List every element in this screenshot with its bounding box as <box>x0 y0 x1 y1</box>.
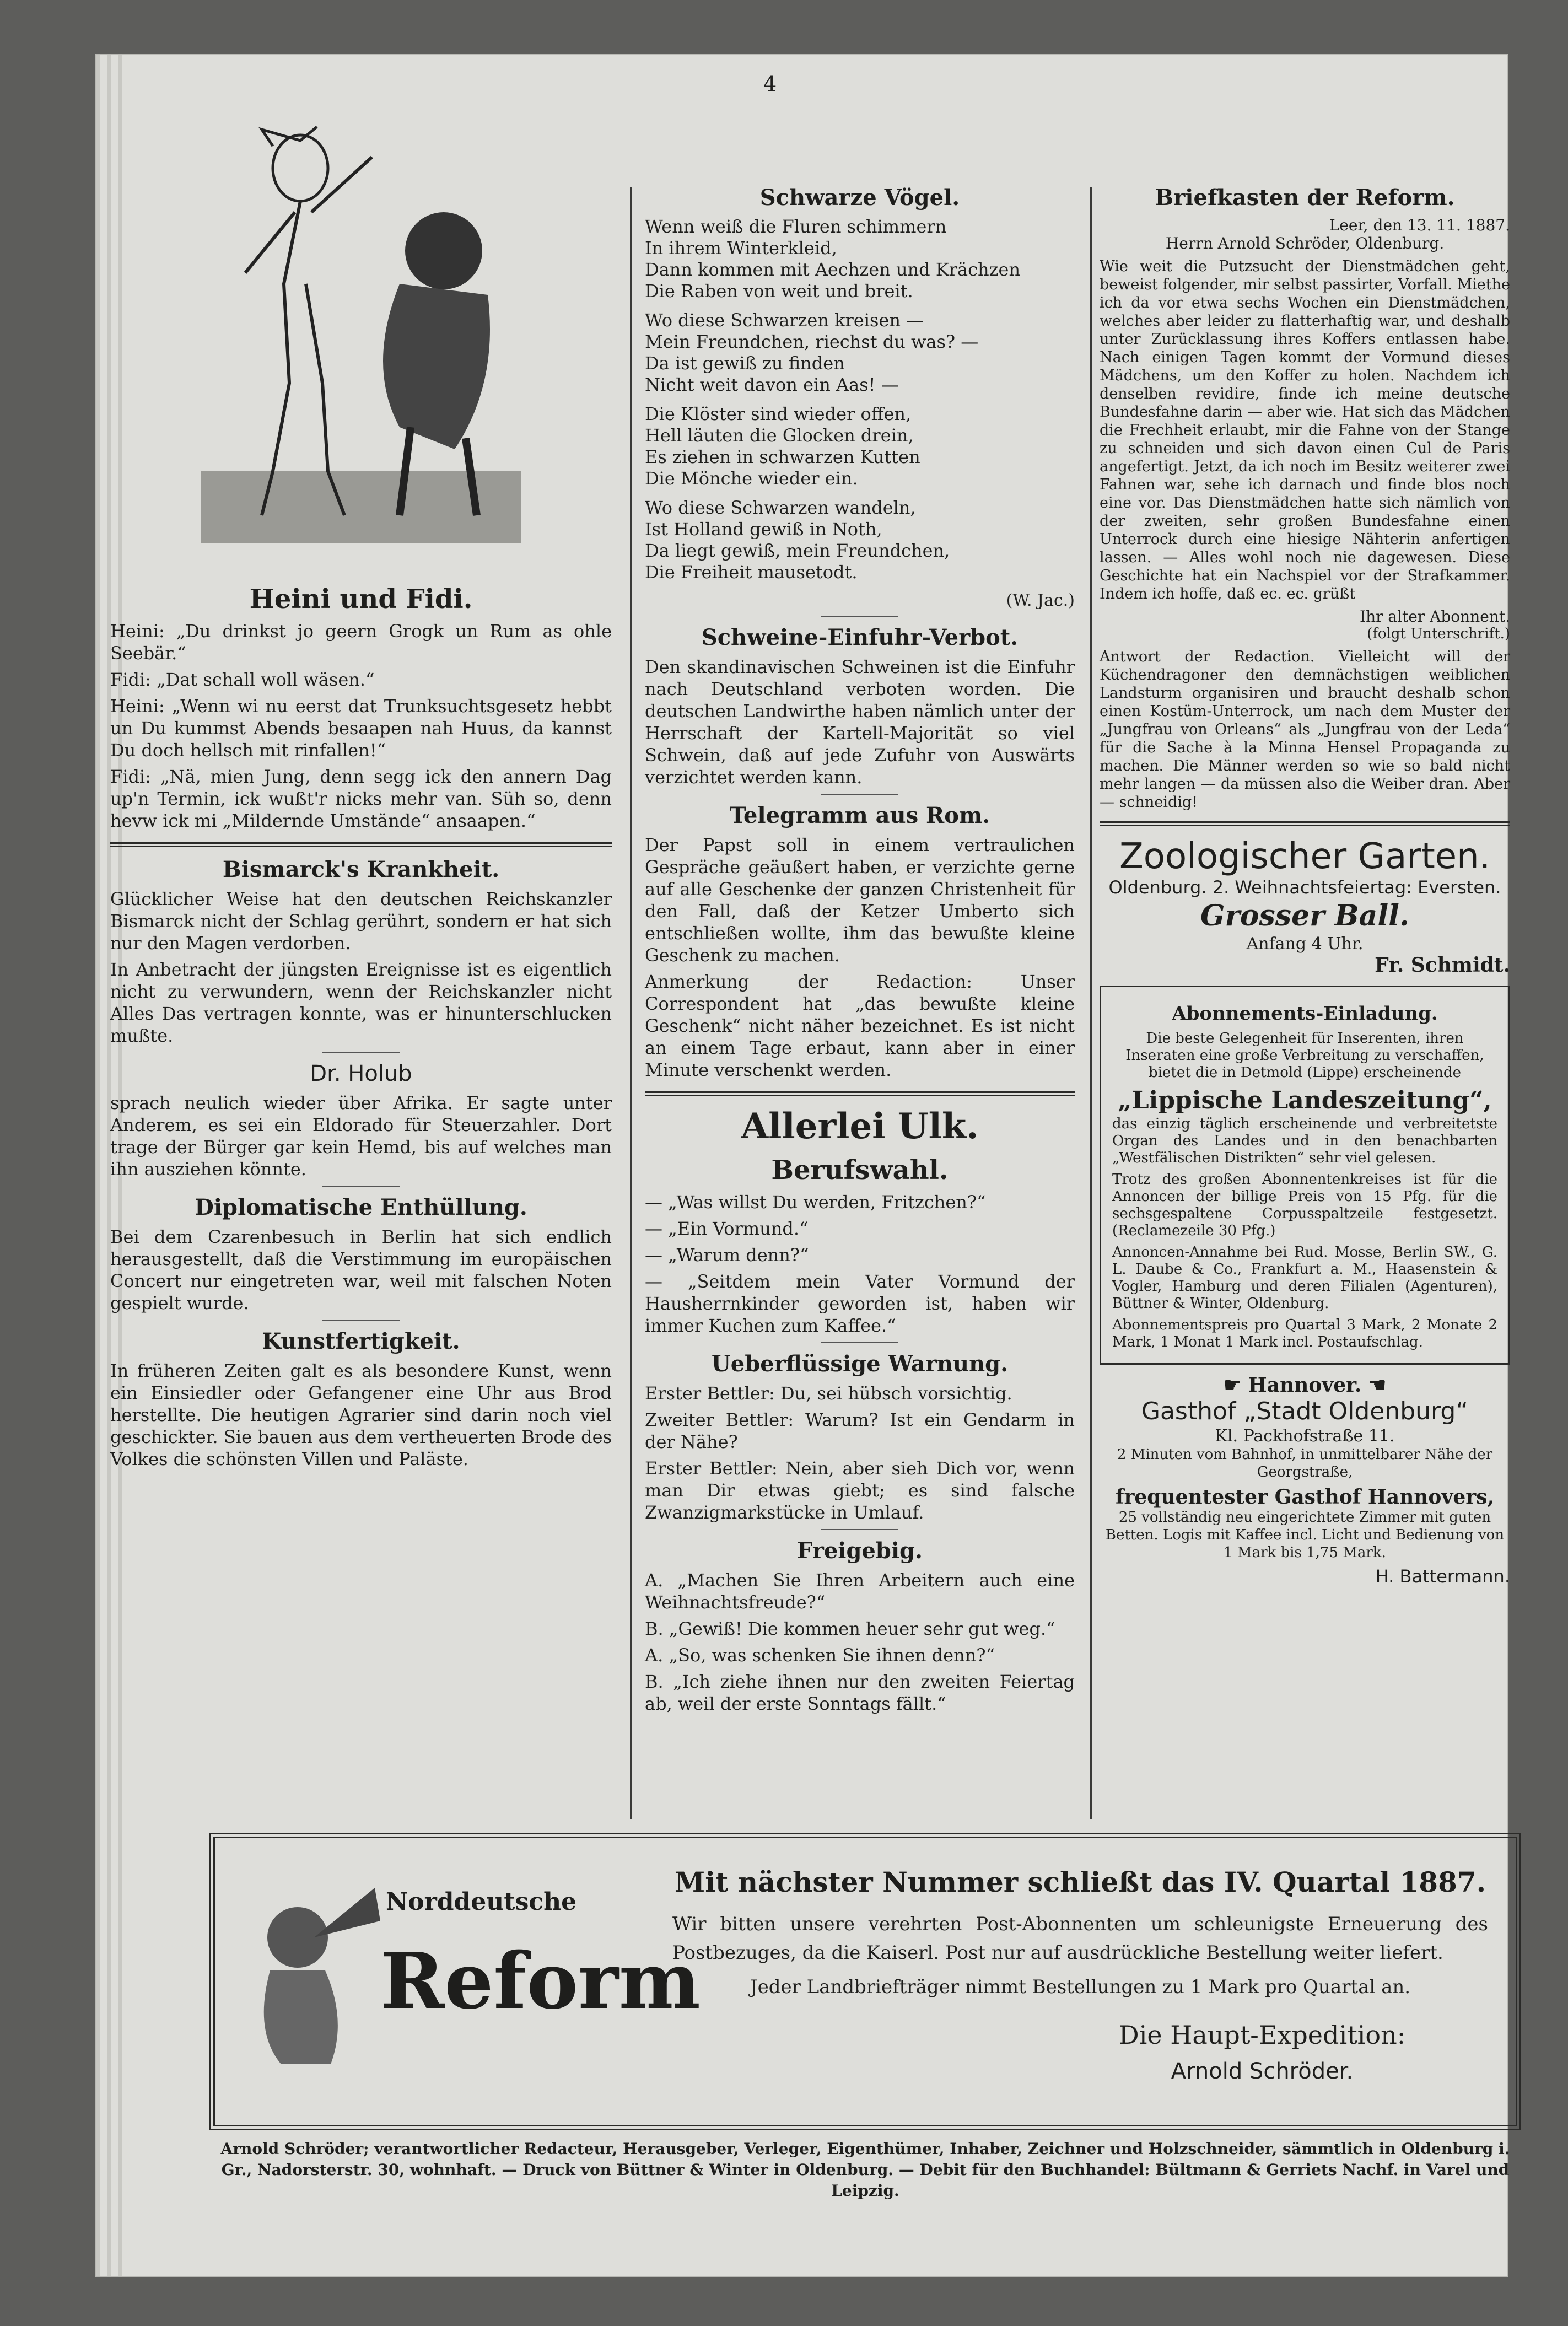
dialog-line: A. „Machen Sie Ihren Arbeitern auch eine Weihnachtsfreude?“ <box>645 1570 1075 1613</box>
heini-title: Heini und Fidi. <box>249 584 473 615</box>
verse-line: In ihrem Winterkleid, <box>645 238 837 259</box>
brief-date: Leer, den 13. 11. 1887. <box>1329 216 1510 234</box>
brief-title: Briefkasten der Reform. <box>1155 185 1455 211</box>
banner-text: Wir bitten unsere verehrten Post-Abonnenten um schleunigste Erneuerung des Postbezuges, da die Kaiserl. Post nur auf ausdrückliche Bestellung weiter liefert. <box>672 1913 1488 1964</box>
banner-headline: Mit nächster Nummer schließt das IV. Quartal 1887. <box>674 1866 1486 1898</box>
zoo-line: Oldenburg. 2. Weihnachtsfeiertag: Eversten. <box>1108 877 1501 898</box>
verse-line: Mein Freundchen, riechst du was? — <box>645 331 979 352</box>
freigebig-title: Freigebig. <box>797 1538 923 1564</box>
hannover-city <box>1100 1374 1510 1397</box>
hannover-text: 25 vollständig neu eingerichtete Zimmer mit guten Betten. Logis mit Kaffee incl. Licht und Bedienung von 1 Mark bis 1,75 Mark. <box>1105 1509 1505 1561</box>
pointing-hand-icon: ☚ <box>1361 1374 1387 1397</box>
verse-line: Es ziehen in schwarzen Kutten <box>645 446 920 467</box>
logo-small: Norddeutsche <box>386 1888 577 1916</box>
diplo-title: Diplomatische Enthüllung. <box>195 1194 527 1220</box>
short-divider <box>322 1320 400 1321</box>
zoo-time: Anfang 4 Uhr. <box>1246 934 1364 954</box>
section-divider <box>1100 821 1510 826</box>
page-number: 4 <box>763 72 777 96</box>
short-divider <box>821 616 898 617</box>
article-paragraph: Glücklicher Weise hat den deutschen Reichskanzler Bismarck nicht der Schlag gerührt, sondern er hat sich nur den Magen verdorben. <box>110 889 612 954</box>
allerlei-title: Allerlei Ulk. <box>741 1106 979 1147</box>
subscription-banner <box>209 1833 1521 2130</box>
abo-text: Die beste Gelegenheit für Inserenten, ihren Inseraten eine große Verbreitung zu verschaffen, bietet die in Detmold (Lippe) erscheinende <box>1125 1030 1484 1081</box>
zoo-host: Fr. Schmidt. <box>1375 954 1510 977</box>
dialog-line: Erster Bettler: Du, sei hübsch vorsichtig. <box>645 1383 1012 1404</box>
brief-sign: Ihr alter Abonnent. <box>1360 607 1510 626</box>
dialog-line: Fidi: „Nä, mien Jung, denn segg ick den annern Dag up'n Termin, ick wußt'r nicks mehr van. Süh so, denn hevw ick mi „Mildernde Umstände“ ansaapen.“ <box>110 766 612 831</box>
article-paragraph: In früheren Zeiten galt es als besondere Kunst, wenn ein Einsiedler oder Gefangener eine Uhr aus Brod herstellte. Die heutigen Agrarier sind darin noch viel geschickter. Sie bauen aus dem vertheuerten Brode des Volkes die schönsten Villen und Paläste. <box>110 1360 612 1469</box>
brief-address: Herrn Arnold Schröder, Oldenburg. <box>1165 234 1445 252</box>
page-edge <box>96 55 100 2276</box>
column-rule <box>1090 187 1092 1819</box>
verse-line: Hell läuten die Glocken drein, <box>645 425 914 446</box>
verse-line: Dann kommen mit Aechzen und Krächzen <box>645 259 1021 280</box>
column-3 <box>1100 119 1510 1587</box>
hannover-text: 2 Minuten vom Bahnhof, in unmittelbarer Nähe der Georgstraße, <box>1117 1446 1493 1480</box>
imprint-footer: Arnold Schröder; verantwortlicher Redacteur, Herausgeber, Verleger, Eigenthümer, Inhaber, Zeichner und Holzschneider, sämmtlich in Oldenburg i. Gr., Nadorsterstr. 30, wohnhaft. — Druck von Büttner & Winter in Oldenburg. — Debit für den Buchhandel: Bültmann & Gerriets Nachf. in Varel und Leipzig. <box>220 2140 1510 2200</box>
abo-paper-name: „Lippische Landeszeitung“, <box>1118 1086 1492 1114</box>
hannover-city-label: Hannover. <box>1248 1374 1362 1397</box>
pointing-hand-icon: ☛ <box>1223 1374 1248 1397</box>
verse-line: Da ist gewiß zu finden <box>645 353 845 374</box>
brief-body: Wie weit die Putzsucht der Dienstmädchen geht, beweist folgender, mir selbst passirter, Vorfall. Miethe ich da vor etwa sechs Wochen ein Dienstmädchen, welches aber leider zu flatterhaftig war, und deshalb unter Zurücklassung ihres Koffers entlassen habe. Nach einigen Tagen kommt der Vormund dieses Mädchens, um den Koffer zu holen. Nachdem ich denselben revidire, finde ich meine deutsche Bundesfahne darin — aber wie. Hat sich das Mädchen die Frechheit erlaubt, mir die Fahne von der Stange zu schneiden und sich davon einen Cul de Paris angefertigt. Jetzt, da ich noch im Besitz weiterer zwei Fahnen war, sehe ich darnach und finde blos noch eine vor. Das Dienstmädchen hatte sich nämlich von der zweiten, sehr großen Bundesfahne einen Unterrock durch eine hiesige Nähterin anfertigen lassen. — Alles wohl noch nie dagewesen. Diese Geschichte hat ein Nachspiel vor der Strafkammer. Indem ich hoffe, daß ec. ec. grüßt <box>1100 258 1510 602</box>
article-paragraph: sprach neulich wieder über Afrika. Er sagte unter Anderem, es sei ein Eldorado für Steuerzahler. Dort trage der Bürger gar kein Hemd, bis auf welches man ihn ausziehen könnte. <box>110 1092 612 1180</box>
verse-line: Nicht weit davon ein Aas! — <box>645 374 899 395</box>
heini-fidi-illustration <box>190 119 532 576</box>
article-paragraph: In Anbetracht der jüngsten Ereignisse ist es eigentlich nicht zu verwundern, wenn der Reichskanzler nicht Alles Das vertragen konnte, was er hinunterschlucken mußte. <box>110 959 612 1046</box>
banner-text: Jeder Landbriefträger nimmt Bestellungen zu 1 Mark pro Quartal an. <box>750 1976 1411 1998</box>
column-rule <box>630 187 632 1819</box>
hannover-advert <box>1100 1374 1510 1587</box>
dialog-line: Heini: „Wenn wi nu eerst dat Trunksuchtsgesetz hebbt un Du kummst Abends besaapen nah Huus, da kannst Du doch hellsch mit rinfallen!“ <box>110 696 612 761</box>
dialog-line: B. „Gewiß! Die kommen heuer sehr gut weg.“ <box>645 1618 1055 1639</box>
dialog-line: — „Seitdem mein Vater Vormund der Hausherrnkinder geworden ist, haben wir immer Kuchen zum Kaffee.“ <box>645 1271 1075 1336</box>
abo-text: das einzig täglich erscheinende und verbreitetste Organ des Landes und in den benachbarten „Westfälischen Distrikten“ sehr viel gelesen. <box>1112 1116 1497 1166</box>
verse-line: Wenn weiß die Fluren schimmern <box>645 216 947 237</box>
verse-line: Wo diese Schwarzen wandeln, <box>645 497 916 518</box>
abo-advert <box>1100 986 1510 1365</box>
abo-title: Abonnements-Einladung. <box>1172 1003 1438 1025</box>
dialog-line: — „Warum denn?“ <box>645 1245 809 1266</box>
poem-stanza <box>645 497 1075 583</box>
kunst-title: Kunstfertigkeit. <box>262 1328 460 1354</box>
short-divider <box>821 794 898 795</box>
abo-text: Abonnementspreis pro Quartal 3 Mark, 2 Monate 2 Mark, 1 Monat 1 Mark incl. Postaufschlag. <box>1112 1317 1497 1350</box>
verse-line: Ist Holland gewiß in Noth, <box>645 519 882 540</box>
trumpeter-illustration <box>248 1877 380 2086</box>
article-paragraph: Bei dem Czarenbesuch in Berlin hat sich endlich herausgestellt, daß die Verstimmung im europäischen Concert nur eingetreten war, weil mit falschen Noten gespielt wurde. <box>110 1226 612 1313</box>
logo-reform: Reform <box>380 1936 701 2027</box>
short-divider <box>322 1052 400 1053</box>
hannover-owner: H. Battermann. <box>1375 1566 1510 1587</box>
short-divider <box>821 1342 898 1343</box>
zoo-advert <box>1100 836 1510 977</box>
dialog-line: — „Ein Vormund.“ <box>645 1218 809 1239</box>
verse-line: Die Freiheit mausetodt. <box>645 562 858 583</box>
section-divider <box>645 1091 1075 1096</box>
article-paragraph: Anmerkung der Redaction: Unser Correspondent hat „das bewußte kleine Geschenk“ nicht näher bezeichnet. Es ist nicht an einem Tage erbaut, kann aber in einer Minute verschenkt werden. <box>645 971 1075 1080</box>
zoo-ball: Grosser Ball. <box>1200 899 1409 933</box>
short-divider <box>821 1529 898 1530</box>
dialog-line: Erster Bettler: Nein, aber sieh Dich vor, wenn man Dir etwas giebt; es sind falsche Zwanzigmarkstücke in Umlauf. <box>645 1458 1075 1523</box>
article-paragraph: Der Papst soll in einem vertraulichen Gespräche geäußert haben, er verzichte gerne auf alle Geschenke der ganzen Christenheit für den Fall, daß der Ketzer Umberto sich entschließen wollte, ihm das bewußte kleine Geschenk zu machen. <box>645 834 1075 966</box>
banner-expedition: Die Haupt-Expedition: <box>1118 2020 1406 2050</box>
verse-line: Wo diese Schwarzen kreisen — <box>645 310 924 331</box>
poem-signature: (W. Jac.) <box>1006 591 1075 610</box>
warnung-title: Ueberflüssige Warnung. <box>711 1351 1009 1377</box>
dialog-line: B. „Ich ziehe ihnen nur den zweiten Feiertag ab, weil der erste Sonntags fällt.“ <box>645 1671 1075 1714</box>
verse-line: Die Mönche wieder ein. <box>645 468 858 489</box>
abo-text: Trotz des großen Abonnentenkreises ist für die Annoncen der billige Preis von 15 Pfg. für die sechsgespaltene Corpusspaltzeile festgesetzt. (Reclamezeile 30 Pfg.) <box>1112 1171 1497 1239</box>
poem-stanza <box>645 310 1075 396</box>
dialog-line: — „Was willst Du werden, Fritzchen?“ <box>645 1192 986 1213</box>
bismarck-title: Bismarck's Krankheit. <box>222 857 500 882</box>
short-divider <box>322 1186 400 1187</box>
brief-sign-note: (folgt Unterschrift.) <box>1367 626 1510 642</box>
banner-publisher: Arnold Schröder. <box>1171 2059 1354 2084</box>
hannover-street: Kl. Packhofstraße 11. <box>1215 1426 1395 1446</box>
column-1 <box>110 119 612 1474</box>
beruf-title: Berufswahl. <box>771 1155 949 1186</box>
dialog-line: Heini: „Du drinkst jo geern Grogk un Rum as ohle Seebär.“ <box>110 621 612 664</box>
voegel-title: Schwarze Vögel. <box>759 185 960 211</box>
zoo-title: Zoologischer Garten. <box>1119 836 1491 877</box>
holub-title: Dr. Holub <box>310 1061 412 1086</box>
hannover-gasthof: Gasthof „Stadt Oldenburg“ <box>1141 1397 1469 1425</box>
verse-line: Die Raben von weit und breit. <box>645 281 913 301</box>
section-divider <box>110 842 612 847</box>
redaction-answer: Antwort der Redaction. Vielleicht will der Küchendragoner den demnächstigen weiblichen Landsturm organisiren und braucht deshalb schon einen Kostüm-Unterrock, um nach dem Muster der „Jungfrau von Orleans“ als „Jungfrau von der Leda“ für die Sache à la Minna Hensel Propaganda zu machen. Die Männer werden so wie so bald nicht mehr langen — da müssen also die Weiber dran. Aber — schneidig! <box>1100 648 1510 811</box>
hannover-bold: frequentester Gasthof Hannovers, <box>1115 1485 1495 1509</box>
rom-title: Telegramm aus Rom. <box>729 803 990 828</box>
schwein-title: Schweine-Einfuhr-Verbot. <box>701 624 1019 650</box>
poem-stanza <box>645 216 1075 302</box>
verse-line: Die Klöster sind wieder offen, <box>645 403 912 424</box>
dialog-line: Zweiter Bettler: Warum? Ist ein Gendarm in der Nähe? <box>645 1409 1075 1452</box>
verse-line: Da liegt gewiß, mein Freundchen, <box>645 540 950 561</box>
dialog-line: A. „So, was schenken Sie ihnen denn?“ <box>645 1645 995 1666</box>
abo-text: Annoncen-Annahme bei Rud. Mosse, Berlin SW., G. L. Daube & Co., Frankfurt a. M., Haasenstein & Vogler, Hamburg und deren Filialen (Agenturen), Büttner & Winter, Oldenburg. <box>1112 1244 1497 1312</box>
dialog-line: Fidi: „Dat schall woll wäsen.“ <box>110 669 375 690</box>
column-2 <box>645 119 1075 1719</box>
article-paragraph: Den skandinavischen Schweinen ist die Einfuhr nach Deutschland verboten worden. Die deutschen Landwirthe haben nämlich unter der Herrschaft der Kartell-Majorität so viel Schwein, daß auf jede Zufuhr von Auswärts verzichtet werden kann. <box>645 656 1075 788</box>
poem-stanza <box>645 403 1075 489</box>
